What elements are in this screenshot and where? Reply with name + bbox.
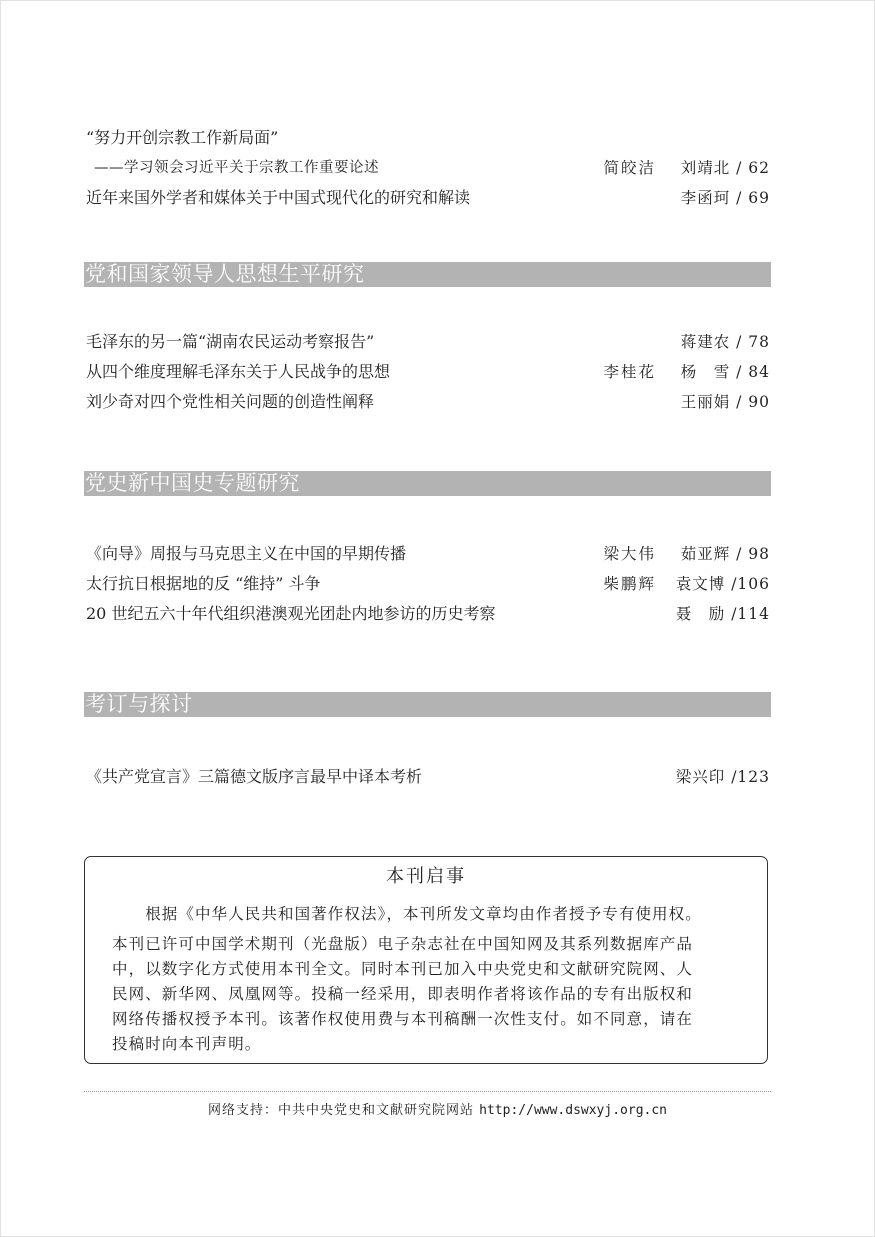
toc-entry[interactable] — [86, 329, 770, 355]
toc-entry[interactable] — [86, 764, 770, 790]
article-title: 《向导》周报与马克思主义在中国的早期传播 — [86, 544, 407, 563]
article-author-page: 袁文博 /106 — [675, 575, 770, 593]
toc-entry[interactable] — [86, 359, 770, 385]
section-heading-text: 党和国家领导人思想生平研究 — [85, 262, 365, 286]
notice-title: 本刊启事 — [386, 866, 466, 887]
article-author: 李桂花 — [603, 363, 656, 381]
notice-line: 民网、新华网、凤凰网等。投稿一经采用，即表明作者将该作品的专有出版权和 — [112, 985, 694, 1003]
toc-entry[interactable] — [86, 185, 770, 211]
section-heading-party-history — [84, 471, 771, 496]
article-author-page: 聂 励 /114 — [675, 605, 770, 623]
toc-entry-subtitle-row[interactable] — [86, 155, 770, 181]
article-author-page: 蒋建农 / 78 — [680, 333, 770, 351]
toc-entry[interactable] — [86, 601, 770, 627]
article-subtitle: ——学习领会习近平关于宗教工作重要论述 — [94, 160, 379, 176]
article-author-page: 王丽娟 / 90 — [680, 393, 770, 411]
notice-line: 根据《中华人民共和国著作权法》，本刊所发文章均由作者授予专有使用权。 — [112, 905, 702, 923]
article-title: 《共产党宣言》三篇德文版序言最早中译本考析 — [86, 767, 423, 786]
footer — [0, 1101, 875, 1121]
footer-url-link[interactable]: http://www.dswxyj.org.cn — [479, 1103, 667, 1118]
article-author-page: 茹亚辉 / 98 — [680, 545, 770, 563]
article-author: 柴鹏辉 — [603, 575, 656, 593]
section-heading-text: 考订与探讨 — [85, 692, 193, 716]
toc-entry[interactable] — [86, 389, 770, 415]
article-author-page: 刘靖北 / 62 — [680, 159, 770, 177]
notice-line: 中，以数字化方式使用本刊全文。同时本刊已加入中央党史和文献研究院网、人 — [112, 960, 694, 978]
article-author-page: 杨 雪 / 84 — [680, 363, 770, 381]
article-title: 毛泽东的另一篇“湖南农民运动考察报告” — [86, 332, 375, 351]
article-author: 简皎洁 — [603, 159, 656, 177]
journal-notice-box — [84, 856, 768, 1064]
article-title: 刘少奇对四个党性相关问题的创造性阐释 — [86, 392, 375, 411]
article-title: 太行抗日根据地的反 “维持” 斗争 — [86, 574, 321, 593]
article-title: “努力开创宗教工作新局面” — [86, 128, 279, 147]
article-author-page: 梁兴印 /123 — [675, 768, 770, 786]
footer-label: 网络支持：中共中央党史和文献研究院网站 — [208, 1103, 475, 1118]
notice-line: 投稿时向本刊声明。 — [112, 1035, 262, 1053]
section-heading-text: 党史新中国史专题研究 — [85, 471, 300, 495]
section-heading-leaders — [84, 262, 771, 287]
article-title: 从四个维度理解毛泽东关于人民战争的思想 — [86, 362, 391, 381]
toc-entry[interactable] — [86, 571, 770, 597]
toc-entry[interactable] — [86, 125, 770, 151]
article-author: 梁大伟 — [603, 545, 656, 563]
notice-line: 网络传播权授予本刊。该著作权使用费与本刊稿酬一次性支付。如不同意，请在 — [112, 1010, 694, 1028]
article-title: 20 世纪五六十年代组织港澳观光团赴内地参访的历史考察 — [86, 604, 496, 623]
article-author-page: 李函珂 / 69 — [680, 189, 770, 207]
section-heading-textual-research — [84, 692, 771, 717]
article-title: 近年来国外学者和媒体关于中国式现代化的研究和解读 — [86, 188, 471, 207]
toc-entry[interactable] — [86, 541, 770, 567]
notice-line: 本刊已许可中国学术期刊（光盘版）电子杂志社在中国知网及其系列数据库产品 — [112, 935, 694, 953]
footer-divider — [84, 1091, 771, 1092]
